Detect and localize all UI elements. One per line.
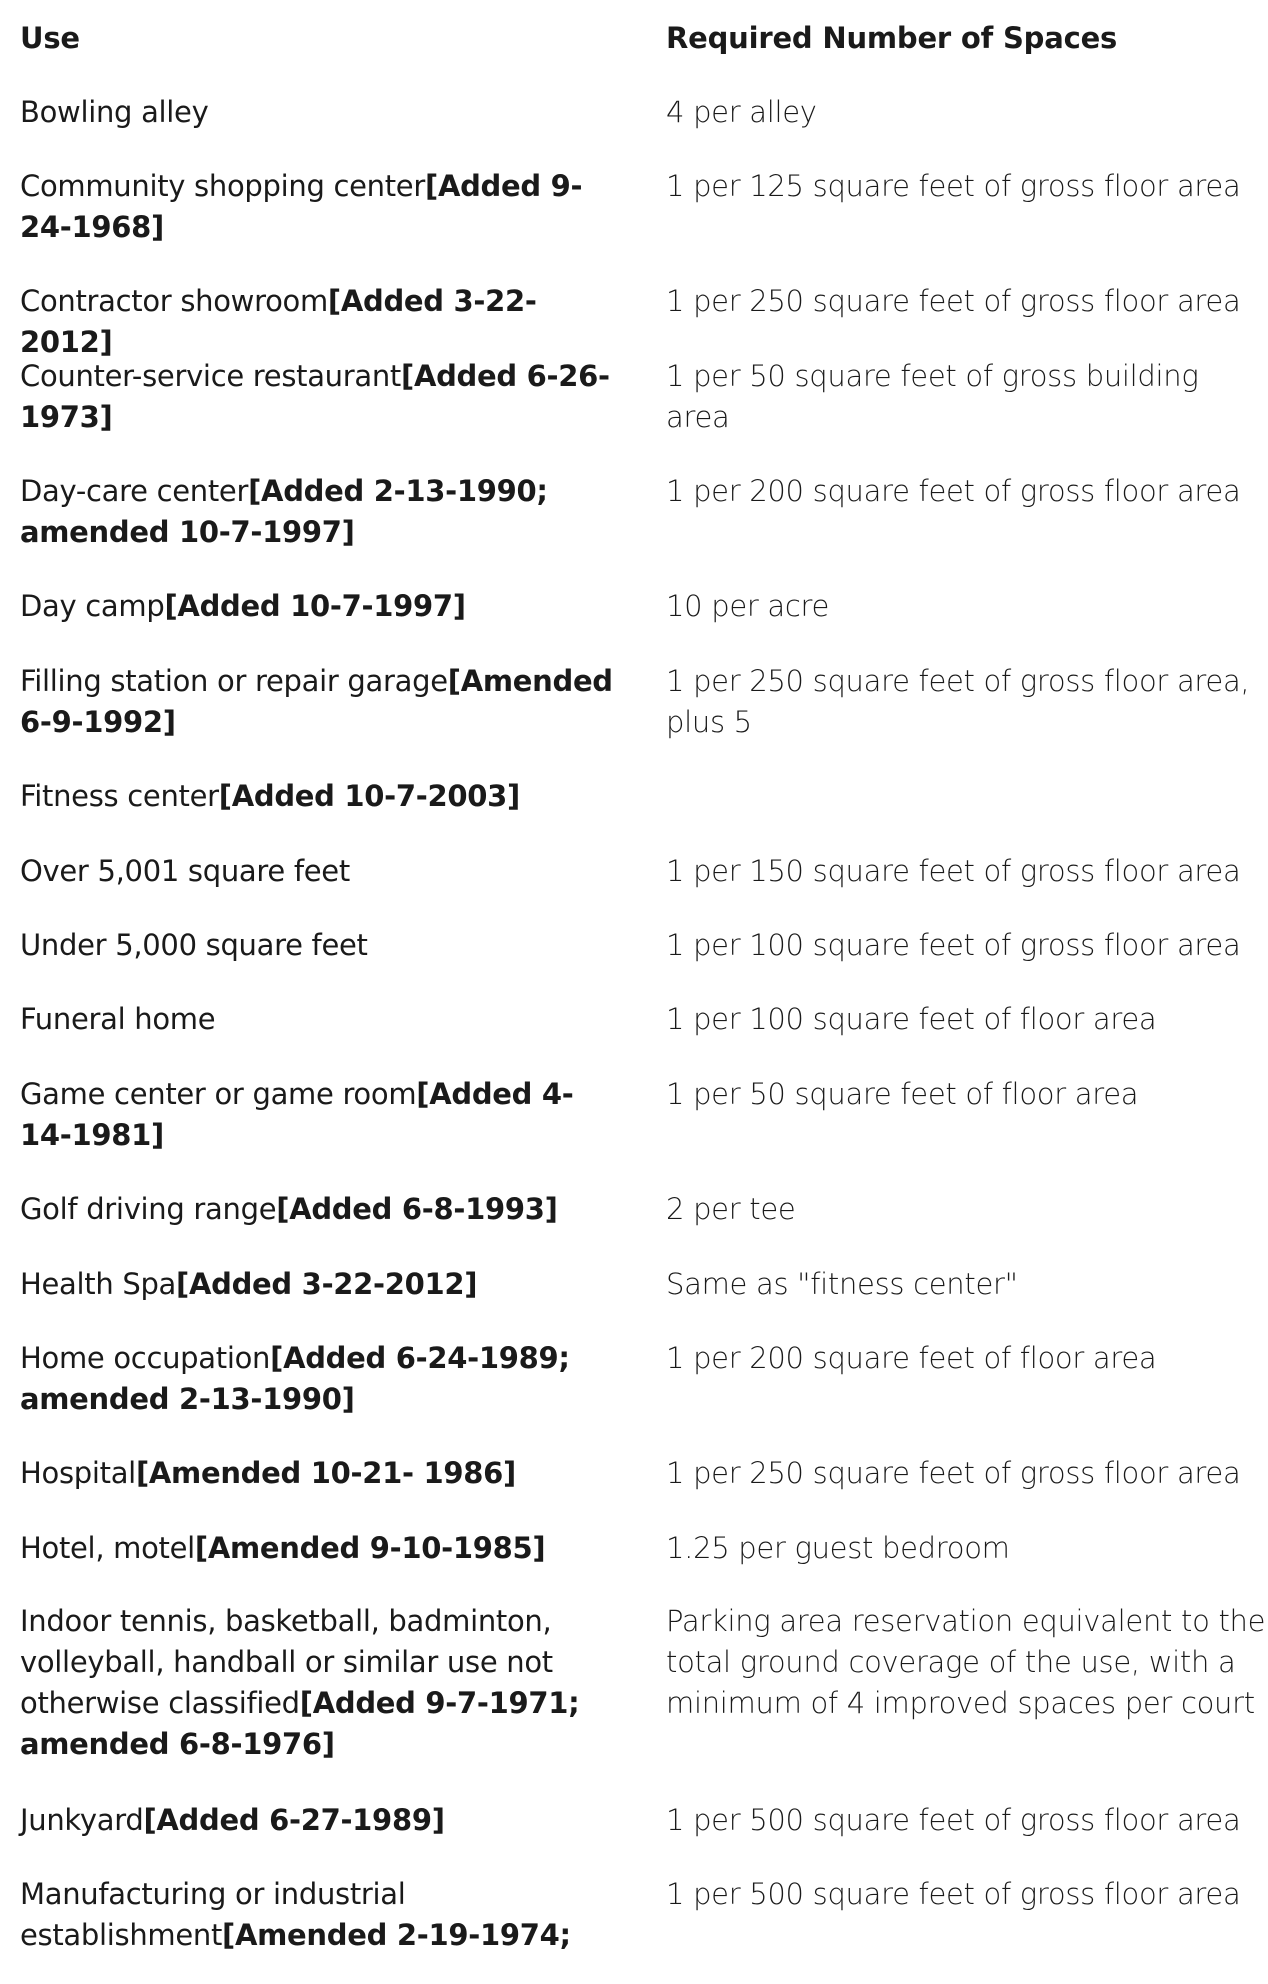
- use-name: Fitness center: [20, 779, 219, 813]
- use-cell: [20, 471, 620, 553]
- required-cell: 1 per 100 square feet of floor area: [666, 1002, 1157, 1036]
- amendment-note: [Amended 6-9-1992]: [20, 664, 613, 739]
- use-name: Game center or game room: [20, 1077, 417, 1111]
- required-cell: 2 per tee: [666, 1192, 796, 1226]
- use-cell: [20, 92, 620, 133]
- use-cell: [20, 1528, 620, 1569]
- use-name: Indoor tennis, basketball, badminton, volleyball, handball or similar use not otherwise classified: [20, 1604, 553, 1720]
- required-cell: Parking area reservation equivalent to the total ground coverage of the use, with a minimum of 4 improved spaces per court: [666, 1604, 1266, 1720]
- use-cell: [20, 1264, 620, 1305]
- use-name: Health Spa: [20, 1267, 177, 1301]
- amendment-note: [Added 9-7-1971; amended 6-8-1976]: [20, 1686, 580, 1761]
- use-name: Contractor showroom: [20, 284, 328, 318]
- required-cell: 1 per 250 square feet of gross floor area: [666, 284, 1241, 318]
- use-cell: [20, 1601, 620, 1765]
- amendment-note: [Added 6-27-1989]: [143, 1803, 445, 1837]
- amendment-note: [Amended 9-10-1985]: [194, 1531, 546, 1565]
- use-cell: [20, 1453, 620, 1494]
- required-cell: 1.25 per guest bedroom: [666, 1531, 1010, 1565]
- use-name: Day-care center: [20, 474, 249, 508]
- required-cell: 1 per 250 square feet of gross floor area, plus 5: [666, 664, 1250, 739]
- use-name: Filling station or repair garage: [20, 664, 448, 698]
- use-cell: [20, 999, 620, 1040]
- required-cell: 1 per 50 square feet of floor area: [666, 1077, 1139, 1111]
- use-name: Hospital: [20, 1456, 136, 1490]
- use-cell: [20, 586, 620, 627]
- amendment-note: [Added 10-7-2003]: [218, 779, 520, 813]
- amendment-note: [Added 6-8-1993]: [276, 1192, 558, 1226]
- required-cell: 1 per 500 square feet of gross floor area: [666, 1877, 1241, 1911]
- use-cell: [20, 1189, 620, 1230]
- required-cell: 1 per 125 square feet of gross floor area: [666, 169, 1241, 203]
- use-cell: [20, 851, 620, 892]
- required-cell: 1 per 150 square feet of gross floor area: [666, 854, 1241, 888]
- amendment-note: [Added 3-22-2012]: [176, 1267, 478, 1301]
- header-use: Use: [20, 21, 80, 55]
- use-name: Over 5,001 square feet: [20, 854, 350, 888]
- amendment-note: [Added 4-14-1981]: [20, 1077, 574, 1152]
- required-cell: 1 per 200 square feet of gross floor area: [666, 474, 1241, 508]
- required-cell: 1 per 500 square feet of gross floor area: [666, 1803, 1241, 1837]
- use-name: Under 5,000 square feet: [20, 928, 368, 962]
- required-cell: 10 per acre: [666, 589, 830, 623]
- use-cell: [20, 1338, 620, 1420]
- required-cell: 1 per 100 square feet of gross floor area: [666, 928, 1241, 962]
- amendment-note: [Amended 2-19-1974;: [222, 1918, 571, 1952]
- use-name: Home occupation: [20, 1341, 271, 1375]
- use-name: Funeral home: [20, 1002, 216, 1036]
- use-cell: [20, 1074, 620, 1156]
- required-cell: 4 per alley: [666, 95, 817, 129]
- use-cell: [20, 1800, 620, 1841]
- amendment-note: [Added 2-13-1990; amended 10-7-1997]: [20, 474, 548, 549]
- amendment-note: [Added 10-7-1997]: [164, 589, 466, 623]
- required-cell: 1 per 250 square feet of gross floor area: [666, 1456, 1241, 1490]
- amendment-note: [Added 9-24-1968]: [20, 169, 583, 244]
- use-cell: [20, 776, 620, 817]
- use-name: Hotel, motel: [20, 1531, 195, 1565]
- amendment-note: [Amended 10-21- 1986]: [135, 1456, 516, 1490]
- amendment-note: [Added 6-24-1989; amended 2-13-1990]: [20, 1341, 570, 1416]
- use-cell: [20, 1874, 620, 1956]
- required-cell: 1 per 50 square feet of gross building area: [666, 359, 1199, 434]
- use-cell: [20, 356, 620, 438]
- use-cell: [20, 281, 620, 363]
- use-name: Counter-service restaurant: [20, 359, 401, 393]
- use-cell: [20, 661, 620, 743]
- required-cell: 1 per 200 square feet of floor area: [666, 1341, 1157, 1375]
- use-name: Golf driving range: [20, 1192, 277, 1226]
- use-cell: [20, 166, 620, 248]
- use-name: Junkyard: [20, 1803, 144, 1837]
- amendment-note: [Added 6-26-1973]: [20, 359, 610, 434]
- header-required-spaces: Required Number of Spaces: [666, 21, 1118, 55]
- amendment-note: [Added 3-22-2012]: [20, 284, 537, 359]
- use-name: Day camp: [20, 589, 165, 623]
- use-name: Manufacturing or industrial establishment: [20, 1877, 406, 1952]
- use-cell: [20, 925, 620, 966]
- required-cell: Same as "fitness center": [666, 1267, 1018, 1301]
- use-name: Community shopping center: [20, 169, 425, 203]
- use-name: Bowling alley: [20, 95, 209, 129]
